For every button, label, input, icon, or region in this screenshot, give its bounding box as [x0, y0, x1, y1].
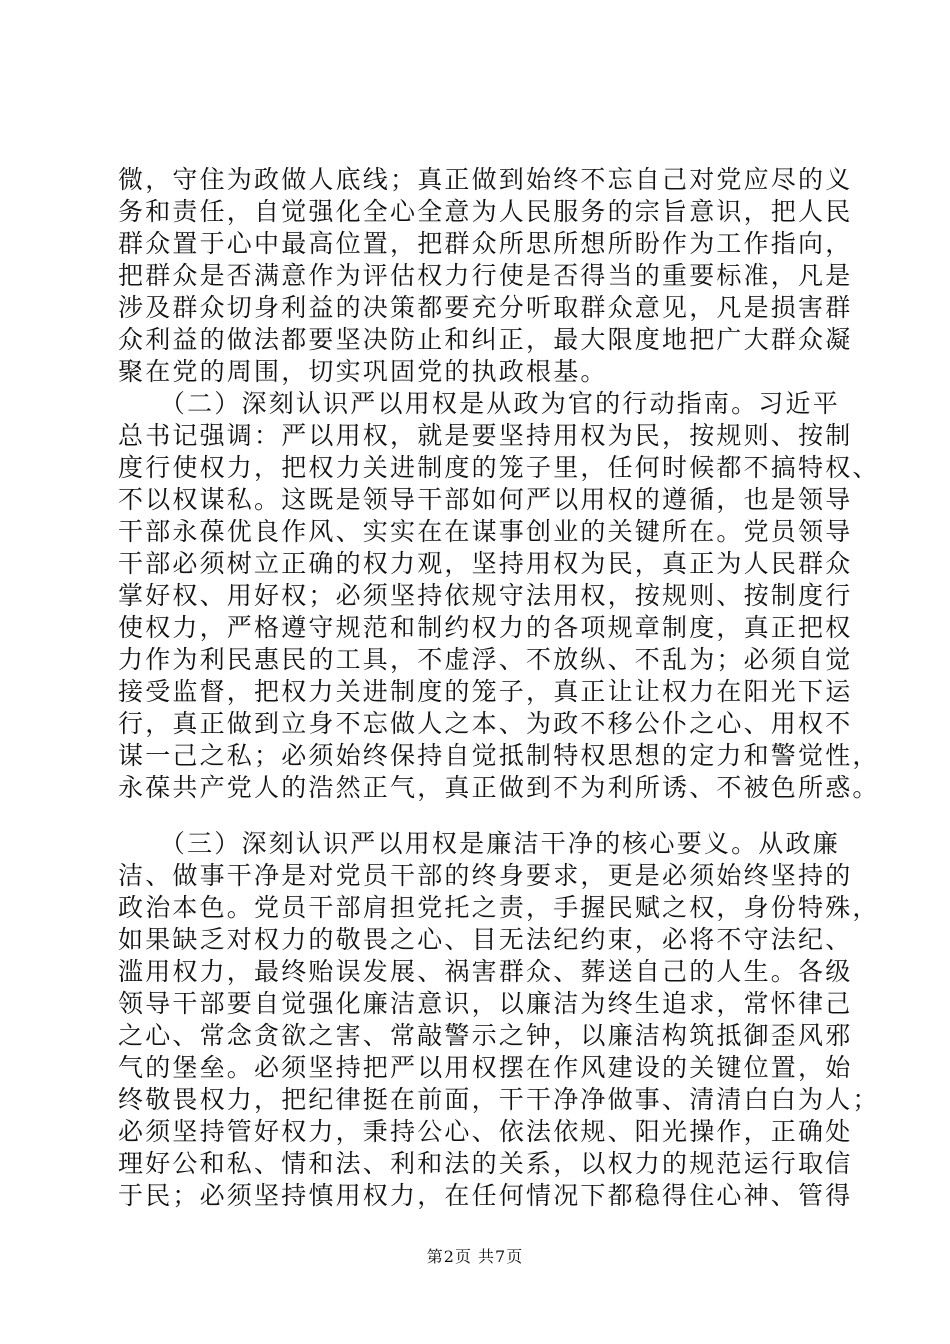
text-line: 行，真正做到立身不忘做人之本、为政不移公仆之心、用权不 — [118, 709, 853, 738]
text-line: （二）深刻认识严以用权是从政为官的行动指南。习近平 — [118, 389, 840, 418]
text-line: 于民；必须坚持慎用权力，在任何情况下都稳得住心神、管得 — [118, 1181, 853, 1210]
text-line: 终敬畏权力，把纪律挺在前面，干干净净做事、清清白白为人； — [118, 1085, 880, 1114]
text-line: 总书记强调：严以用权，就是要坚持用权为民，按规则、按制 — [118, 421, 853, 450]
text-line: 之心、常念贪欲之害、常敲警示之钟，以廉洁构筑抵御歪风邪 — [118, 1021, 853, 1050]
text-line: 气的堡垒。必须坚持把严以用权摆在作风建设的关键位置，始 — [118, 1053, 853, 1082]
text-line: 如果缺乏对权力的敬畏之心、目无法纪约束，必将不守法纪、 — [118, 925, 853, 954]
page-number-footer: 第2页 共7页 — [426, 1247, 524, 1266]
text-line: 干部必须树立正确的权力观，坚持用权为民，真正为人民群众 — [118, 549, 853, 578]
text-line: 众利益的做法都要坚决防止和纠正，最大限度地把广大群众凝 — [118, 325, 853, 354]
text-line: 度行使权力，把权力关进制度的笼子里，任何时候都不搞特权、 — [118, 453, 880, 482]
text-line: 聚在党的周围，切实巩固党的执政根基。 — [118, 357, 608, 386]
text-line: 理好公和私、情和法、利和法的关系，以权力的规范运行取信 — [118, 1149, 853, 1178]
text-line: 政治本色。党员干部肩担党托之责，手握民赋之权，身份特殊， — [118, 893, 880, 922]
text-line: （三）深刻认识严以用权是廉洁干净的核心要义。从政廉 — [118, 829, 840, 858]
text-line: 必须坚持管好权力，秉持公心、依法依规、阳光操作，正确处 — [118, 1117, 853, 1146]
blank-line — [118, 804, 838, 828]
text-line: 洁、做事干净是对党员干部的终身要求，更是必须始终坚持的 — [118, 861, 853, 890]
text-line: 领导干部要自觉强化廉洁意识，以廉洁为终生追求，常怀律己 — [118, 989, 853, 1018]
text-line: 使权力，严格遵守规范和制约权力的各项规章制度，真正把权 — [118, 613, 853, 642]
text-line: 力作为利民惠民的工具，不虚浮、不放纵、不乱为；必须自觉 — [118, 645, 853, 674]
text-line: 接受监督，把权力关进制度的笼子，真正让让权力在阳光下运 — [118, 677, 853, 706]
text-line: 涉及群众切身利益的决策都要充分听取群众意见，凡是损害群 — [118, 293, 853, 322]
text-line: 干部永葆优良作风、实实在在谋事创业的关键所在。党员领导 — [118, 517, 853, 546]
text-line: 掌好权、用好权；必须坚持依规守法用权，按规则、按制度行 — [118, 581, 853, 610]
text-line: 滥用权力，最终贻误发展、祸害群众、葬送自己的人生。各级 — [118, 957, 853, 986]
text-line: 务和责任，自觉强化全心全意为人民服务的宗旨意识，把人民 — [118, 197, 853, 226]
text-line: 不以权谋私。这既是领导干部如何严以用权的遵循，也是领导 — [118, 485, 853, 514]
text-line: 永葆共产党人的浩然正气，真正做到不为利所诱、不被色所惑。 — [118, 773, 880, 802]
text-line: 微，守住为政做人底线；真正做到始终不忘自己对党应尽的义 — [118, 165, 853, 194]
text-line: 谋一己之私；必须始终保持自觉抵制特权思想的定力和警觉性， — [118, 741, 880, 770]
text-line: 群众置于心中最高位置，把群众所思所想所盼作为工作指向， — [118, 229, 853, 258]
document-body — [118, 164, 880, 1212]
text-line: 把群众是否满意作为评估权力行使是否得当的重要标准，凡是 — [118, 261, 853, 290]
